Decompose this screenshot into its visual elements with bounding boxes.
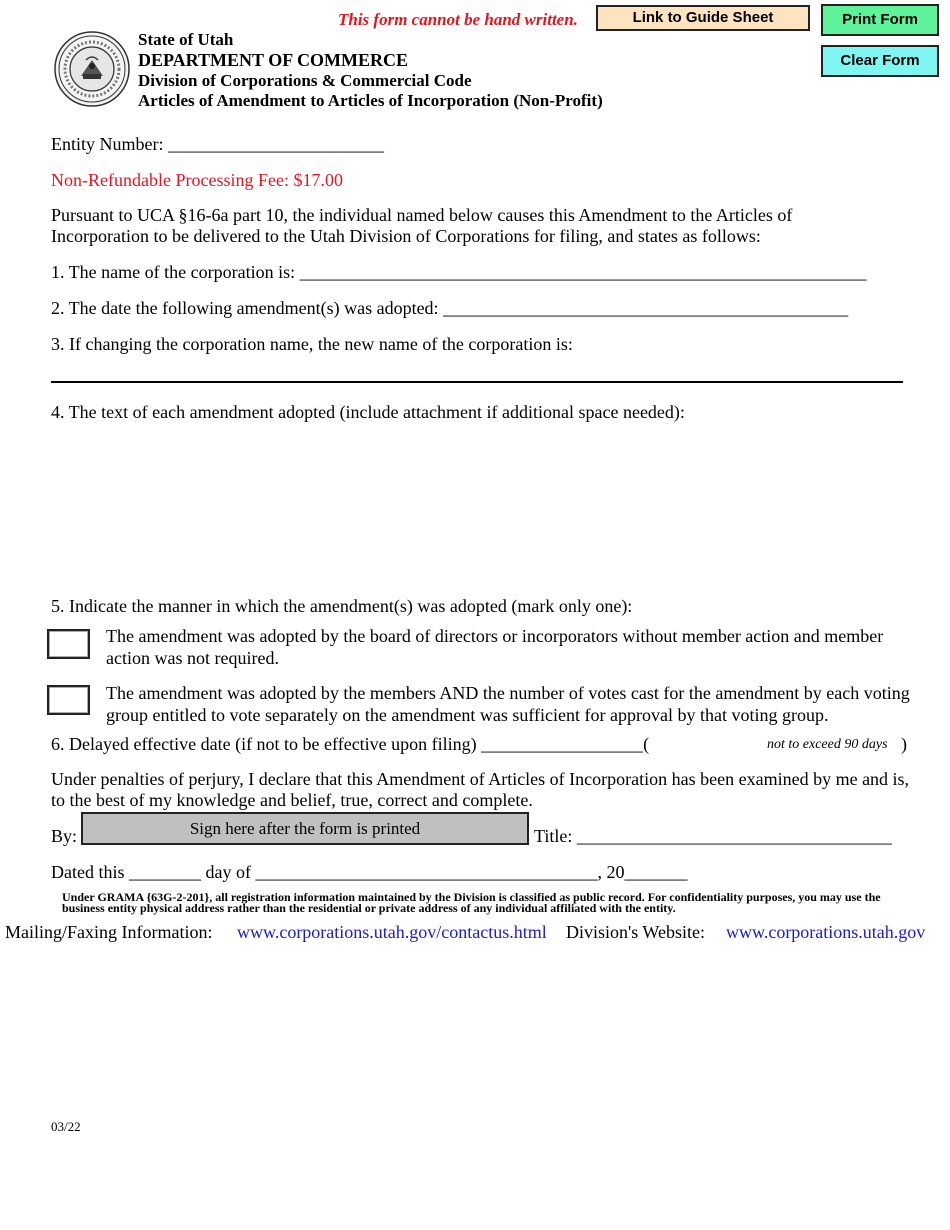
delayed-date-close-paren: ) [901,734,907,754]
mailing-info-label: Mailing/Faxing Information: [5,922,213,942]
dated-field[interactable]: Dated this ________ day of ______________________________________, 20_______ [51,862,688,882]
state-seal-icon [53,30,131,108]
amendment-text-label: 4. The text of each amendment adopted (include attachment if additional space needed): [51,402,685,422]
clear-form-button[interactable]: Clear Form [821,45,939,77]
perjury-statement: Under penalties of perjury, I declare that this Amendment of Articles of Incorporation has been examined by me and is, to the best of my knowledge and belief, true, correct and complete. [51,769,910,810]
guide-sheet-button[interactable]: Link to Guide Sheet [596,5,810,31]
header-division: Division of Corporations & Commercial Code [138,71,472,90]
header-state: State of Utah [138,30,234,49]
board-adoption-option-text: The amendment was adopted by the board of directors or incorporators without member action and member action was not required. [106,626,884,668]
corporation-name-field[interactable]: 1. The name of the corporation is: _______________________________________________________________ [51,262,867,282]
pursuant-statement: Pursuant to UCA §16-6a part 10, the individual named below causes this Amendment to the Articles of Incorporation to be delivered to the Utah Division of Corporations for filing, and states as follows: [51,205,793,246]
division-website-link[interactable]: www.corporations.utah.gov [726,922,926,942]
board-adoption-checkbox[interactable] [47,629,90,659]
new-name-field[interactable] [51,381,903,383]
member-adoption-checkbox[interactable] [47,685,90,715]
header-department: DEPARTMENT OF COMMERCE [138,50,409,70]
processing-fee: Non-Refundable Processing Fee: $17.00 [51,170,343,190]
form-title: Articles of Amendment to Articles of Incorporation (Non-Profit) [138,91,603,110]
delayed-effective-date-field[interactable]: 6. Delayed effective date (if not to be effective upon filing) __________________( [51,734,650,754]
signer-title-field[interactable]: Title: ___________________________________ [534,826,892,846]
website-label: Division's Website: [566,922,705,942]
delayed-date-note: not to exceed 90 days [767,737,888,752]
print-form-button[interactable]: Print Form [821,4,939,36]
amendment-date-field[interactable]: 2. The date the following amendment(s) was adopted: _____________________________________________ [51,298,849,318]
form-version: 03/22 [51,1119,81,1134]
entity-number-field[interactable]: Entity Number: ________________________ [51,134,384,154]
member-adoption-option-text: The amendment was adopted by the members AND the number of votes cast for the amendment by each voting group entitled to vote separately on the amendment was sufficient for approval by that voting group. [106,683,910,725]
adoption-manner-label: 5. Indicate the manner in which the amendment(s) was adopted (mark only one): [51,596,633,616]
signature-box: Sign here after the form is printed [81,812,529,845]
contact-us-link[interactable]: www.corporations.utah.gov/contactus.html [237,922,547,942]
handwritten-warning: This form cannot be hand written. [338,10,578,29]
grama-notice: Under GRAMA {63G-2-201}, all registration information maintained by the Division is classified as public record. For confidentiality purposes, you may use the business entity physical address rather than the residential or private address of any individual affiliated with the entity. [62,890,881,915]
by-label: By: [51,826,78,846]
new-name-label: 3. If changing the corporation name, the new name of the corporation is: [51,334,573,354]
